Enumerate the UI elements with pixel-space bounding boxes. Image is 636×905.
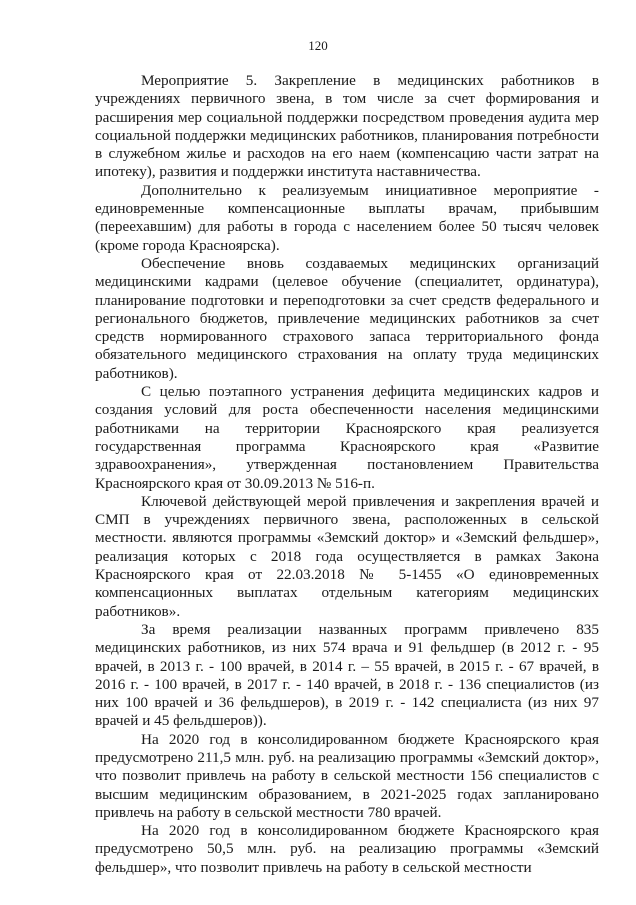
paragraph-recruitment-statistics: За время реализации названных программ привлечено 835 медицинских работников, из них 574 врача и 91 фельдшер (в 2012 г. - 95 врачей, в 2013 г. - 100 врачей, в 2014 г. – 55 врачей, в 2015 г. - 67 врачей, в 2016 г. - 100 врачей, в 2017 г. - 140 врачей, в 2018 г. - 136 специалистов (из них 100 врачей и 36 фельдшеров), в 2019 г. - 142 специалиста (из них 97 врачей и 45 фельдшеров)). <box>95 620 599 730</box>
page-number: 120 <box>308 38 328 53</box>
paragraph-additional-payments: Дополнительно к реализуемым инициативное мероприятие - единовременные компенсационные выплаты врачам, прибывшим (переехавшим) для работы в города с населением более 50 тысяч человек (кроме города Красноярска). <box>95 181 599 254</box>
paragraph-measure-5: Мероприятие 5. Закрепление в медицинских работников в учреждениях первичного звена, в том числе за счет формирования и расширения мер социальной поддержки посредством проведения аудита мер социальной поддержки медицинских работников, планирования потребности в служебном жилье и расходов на его наем (компенсацию части затрат на ипотеку), развития и поддержки института наставничества. <box>95 72 599 181</box>
paragraph-staffing-new-organizations: Обеспечение вновь создаваемых медицинских организаций медицинскими кадрами (целевое обучение (специалитет, ординатура), планирование подготовки и переподготовки за счет средств федерального и регионального бюджетов, привлечение медицинских работников за счет средств нормированного страхового запаса территориального фонда обязательного медицинского страхования на оплату труда медицинских работников). <box>95 254 599 382</box>
paragraph-state-program: С целью поэтапного устранения дефицита медицинских кадров и создания условий для роста обеспеченности населения медицинскими работниками на территории Красноярского края реализуется государственная программа Красноярского края «Развитие здравоохранения», утвержденная постановлением Правительства Красноярского края от 30.09.2013 № 516-п. <box>95 383 599 492</box>
paragraph-zemsky-programs: Ключевой действующей мерой привлечения и закрепления врачей и СМП в учреждениях первичного звена, расположенных в сельской местности. являются программы «Земский доктор» и «Земский фельдшер», реализация которых с 2018 года осуществляется в рамках Закона Красноярского края от 22.03.2018 № 5-1455 «О единовременных компенсационных выплатах отдельным категориям медицинских работников». <box>95 492 599 620</box>
paragraph-zemsky-doctor-budget: На 2020 год в консолидированном бюджете Красноярского края предусмотрено 211,5 млн. руб. на реализацию программы «Земский доктор», что позволит привлечь на работу в сельской местности 156 специалистов с высшим медицинским образованием, в 2021-2025 годах запланировано привлечь на работу в сельской местности 780 врачей. <box>95 730 599 821</box>
document-body <box>95 72 599 877</box>
paragraph-zemsky-feldsher-budget: На 2020 год в консолидированном бюджете Красноярского края предусмотрено 50,5 млн. руб. на реализацию программы «Земский фельдшер», что позволит привлечь на работу в сельской местности <box>95 822 599 876</box>
